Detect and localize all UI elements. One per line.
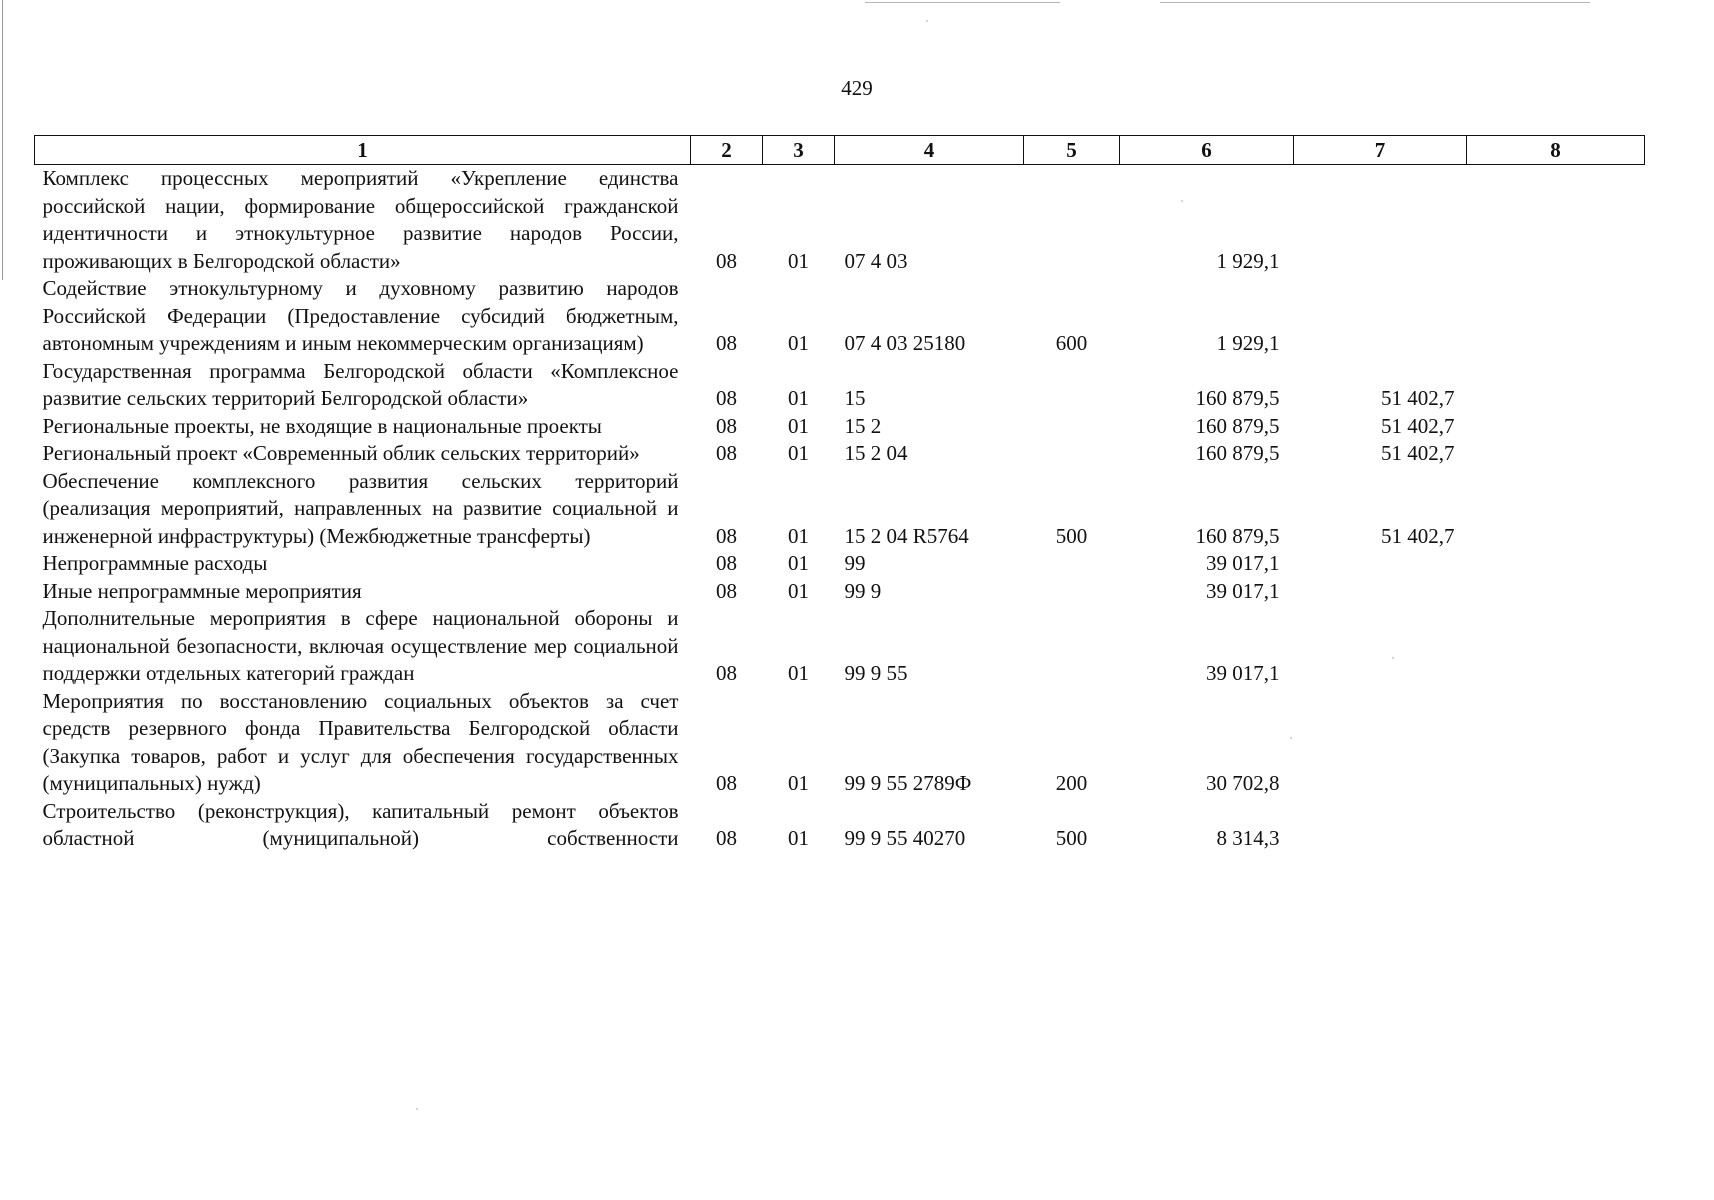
table-row (35, 468, 1645, 551)
cell-section: 08 (716, 661, 737, 685)
cell-expense-type (1024, 413, 1120, 441)
cell-expense-type (1024, 550, 1120, 578)
cell-target-code: 99 9 (844, 578, 882, 603)
cell-column-8 (1467, 165, 1645, 276)
table-row (35, 275, 1645, 358)
cell-expense-type: 200 (1055, 771, 1088, 795)
cell-subsection: 01 (788, 578, 809, 603)
cell-section: 08 (716, 578, 737, 603)
column-header: 6 (1120, 136, 1294, 165)
row-description: Дополнительные мероприятия в сфере национальной обороны и национальной безопасности, включая осуществление мер социальной поддержки отдельных категорий граждан (42, 606, 679, 685)
scan-speck (416, 1108, 418, 1110)
scan-rule-top-left (865, 2, 1060, 3)
table-row (35, 578, 1645, 606)
cell-subsection: 01 (788, 413, 809, 438)
cell-column-8 (1467, 275, 1645, 358)
cell-column-8 (1467, 468, 1645, 551)
row-description: Мероприятия по восстановлению социальных объектов за счет средств резервного фонда Правительства Белгородской области (Закупка товаров, работ и услуг для обеспечения государственных (муниципальных) нужд) (42, 688, 679, 795)
cell-section: 08 (716, 523, 737, 548)
cell-subsection: 01 (788, 248, 809, 273)
cell-column-8 (1467, 798, 1645, 853)
cell-target-code: 99 (844, 551, 866, 575)
table-row (35, 605, 1645, 688)
cell-subsection: 01 (788, 331, 809, 355)
table-row (35, 165, 1645, 276)
cell-amount: 160 879,5 (1195, 523, 1280, 548)
cell-target-code: 15 2 04 R5764 (844, 523, 969, 548)
cell-target-code: 99 9 55 2789Ф (844, 771, 972, 795)
cell-target-code: 99 9 55 40270 (844, 826, 966, 850)
cell-amount-federal (1294, 578, 1467, 606)
cell-section: 08 (716, 386, 737, 410)
cell-expense-type: 500 (1055, 826, 1088, 850)
cell-target-code: 15 2 (844, 413, 882, 438)
column-header: 7 (1294, 136, 1467, 165)
cell-amount: 30 702,8 (1206, 771, 1280, 795)
cell-target-code: 15 2 04 (844, 441, 908, 465)
cell-subsection: 01 (788, 826, 809, 850)
cell-amount-federal (1294, 165, 1467, 276)
cell-amount-federal: 51 402,7 (1381, 386, 1455, 410)
row-description: Комплекс процессных мероприятий «Укрепление единства российской нации, формирование общероссийской гражданской идентичности и этнокультурное развитие народов России, проживающих в Белгородской области» (42, 166, 679, 273)
table-row (35, 440, 1645, 468)
cell-subsection: 01 (788, 661, 809, 685)
cell-expense-type (1024, 440, 1120, 468)
cell-amount-federal (1294, 688, 1467, 798)
cell-expense-type (1024, 358, 1120, 413)
cell-amount: 160 879,5 (1195, 441, 1280, 465)
budget-table (34, 135, 1645, 853)
cell-amount-federal: 51 402,7 (1381, 523, 1455, 548)
cell-section: 08 (716, 441, 737, 465)
table-row (35, 798, 1645, 853)
scan-rule-top-right (1160, 2, 1590, 3)
cell-expense-type (1024, 578, 1120, 606)
cell-expense-type (1024, 605, 1120, 688)
cell-column-8 (1467, 578, 1645, 606)
row-description: Обеспечение комплексного развития сельских территорий (реализация мероприятий, направленных на развитие социальной и инженерной инфраструктуры) (Межбюджетные трансферты) (42, 468, 679, 548)
cell-amount: 39 017,1 (1206, 551, 1280, 575)
cell-amount: 1 929,1 (1216, 248, 1280, 273)
cell-amount: 160 879,5 (1195, 413, 1280, 438)
table-row (35, 550, 1645, 578)
column-header: 5 (1024, 136, 1120, 165)
row-description: Содействие этнокультурному и духовному развитию народов Российской Федерации (Предоставление субсидий бюджетным, автономным учреждениям и иным некоммерческим организациям) (42, 276, 679, 355)
row-description: Региональные проекты, не входящие в национальные проекты (42, 413, 602, 438)
cell-section: 08 (716, 551, 737, 575)
cell-section: 08 (716, 331, 737, 355)
cell-amount-federal: 51 402,7 (1381, 441, 1455, 465)
column-header: 1 (35, 136, 691, 165)
cell-amount: 1 929,1 (1216, 331, 1280, 355)
row-description: Непрограммные расходы (42, 551, 268, 575)
page-number: 429 (841, 76, 873, 100)
cell-expense-type: 600 (1055, 331, 1088, 355)
column-header: 2 (691, 136, 763, 165)
row-description: Региональный проект «Современный облик сельских территорий» (42, 441, 640, 465)
cell-amount-federal: 51 402,7 (1381, 413, 1455, 438)
cell-column-8 (1467, 688, 1645, 798)
cell-subsection: 01 (788, 386, 809, 410)
cell-section: 08 (716, 413, 737, 438)
cell-subsection: 01 (788, 523, 809, 548)
cell-amount: 39 017,1 (1206, 578, 1280, 603)
table-header-row (35, 136, 1645, 165)
table-row (35, 413, 1645, 441)
cell-column-8 (1467, 440, 1645, 468)
cell-section: 08 (716, 826, 737, 850)
cell-expense-type (1024, 165, 1120, 276)
table-row (35, 358, 1645, 413)
cell-amount: 39 017,1 (1206, 661, 1280, 685)
scan-left-edge (2, 0, 3, 280)
cell-amount: 8 314,3 (1216, 826, 1280, 850)
scan-speck (926, 20, 928, 22)
row-description: Иные непрограммные мероприятия (42, 578, 362, 603)
column-header: 4 (835, 136, 1024, 165)
cell-target-code: 99 9 55 (844, 661, 908, 685)
cell-target-code: 07 4 03 25180 (844, 331, 966, 355)
cell-expense-type: 500 (1055, 523, 1088, 548)
column-header: 3 (763, 136, 835, 165)
cell-amount-federal (1294, 605, 1467, 688)
column-header: 8 (1467, 136, 1645, 165)
cell-target-code: 07 4 03 (844, 248, 908, 273)
cell-subsection: 01 (788, 551, 809, 575)
cell-amount-federal (1294, 275, 1467, 358)
row-description: Строительство (реконструкция), капитальный ремонт объектов областной (муниципальной) собственности (42, 798, 679, 850)
cell-amount-federal (1294, 550, 1467, 578)
cell-amount: 160 879,5 (1195, 386, 1280, 410)
cell-column-8 (1467, 605, 1645, 688)
cell-subsection: 01 (788, 771, 809, 795)
cell-column-8 (1467, 413, 1645, 441)
cell-amount-federal (1294, 798, 1467, 853)
table-row (35, 688, 1645, 798)
cell-section: 08 (716, 248, 737, 273)
cell-subsection: 01 (788, 441, 809, 465)
cell-column-8 (1467, 550, 1645, 578)
cell-target-code: 15 (844, 386, 866, 410)
cell-column-8 (1467, 358, 1645, 413)
cell-section: 08 (716, 771, 737, 795)
row-description: Государственная программа Белгородской области «Комплексное развитие сельских территорий Белгородской области» (42, 358, 679, 410)
